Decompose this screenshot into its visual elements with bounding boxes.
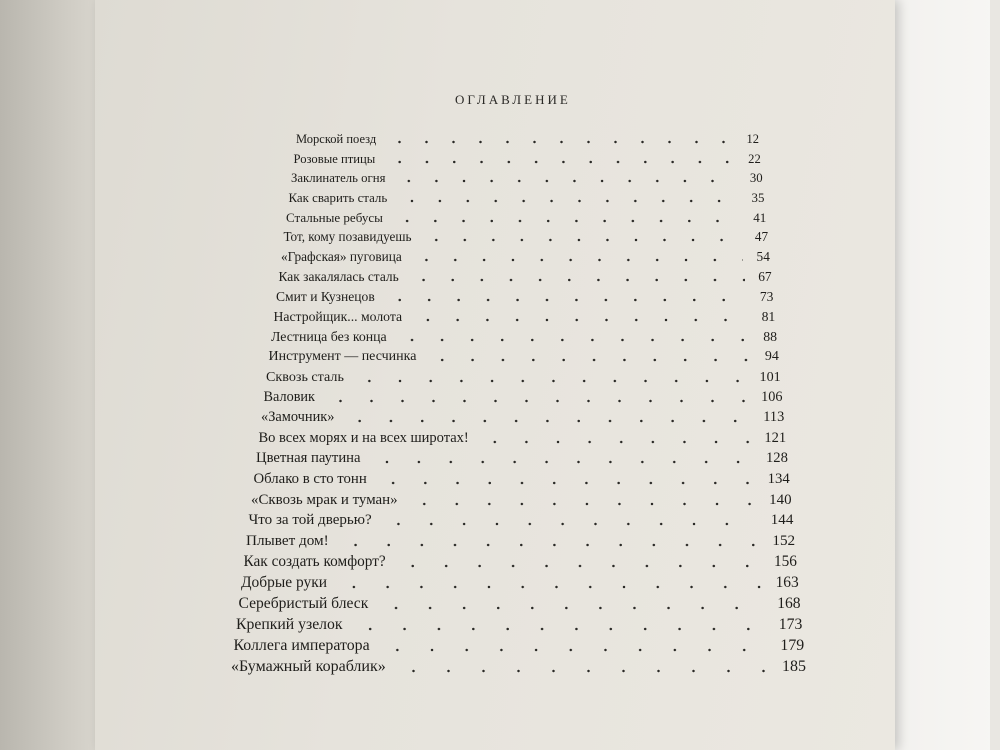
toc-row	[231, 652, 806, 676]
toc-entry-title: Что за той дверью?	[248, 512, 372, 529]
toc-entry-title: Как сварить сталь	[288, 190, 388, 205]
previous-page-edge	[0, 0, 110, 750]
toc-entry-page: 35	[751, 190, 765, 205]
toc-entry-title: Как закалялась сталь	[278, 269, 399, 285]
toc-entry-page: 140	[769, 491, 792, 508]
toc-entry-title: Облако в сто тонн	[253, 470, 367, 487]
toc-entry-title: Во всех морях и на всех широтах!	[258, 429, 469, 446]
toc-entry-page: 41	[753, 209, 767, 225]
toc-entry-page: 88	[763, 329, 778, 345]
toc-entry-page: 81	[761, 309, 776, 325]
toc-entry-title: Сквозь сталь	[266, 368, 344, 385]
page-title: ОГЛАВЛЕНИЕ	[455, 92, 571, 107]
toc-entry-page: 12	[746, 132, 759, 146]
toc-entry-title: Коллега императора	[233, 636, 370, 654]
toc-entry-title: Серебристый блеск	[238, 594, 369, 612]
toc-entry-title: Как создать комфорт?	[243, 552, 386, 570]
toc-entry-title: Тот, кому позавидуешь	[283, 229, 412, 245]
toc-entry-page: 144	[770, 512, 794, 529]
toc-entry-page: 156	[773, 552, 797, 570]
toc-entry-title: Морской поезд	[296, 132, 377, 146]
toc-entry-title: Розовые птицы	[293, 151, 376, 166]
toc-entry-title: Лестница без конца	[271, 329, 387, 345]
toc-entry-title: «Замочник»	[261, 409, 335, 426]
toc-entry-page: 163	[775, 573, 799, 591]
toc-entry-page: 101	[759, 368, 781, 385]
toc-entry-page: 30	[749, 171, 763, 186]
adjacent-sheet-edge	[990, 0, 1000, 750]
toc-entry-page: 168	[777, 594, 801, 612]
dot-leader	[396, 669, 768, 673]
toc-entry-page: 152	[772, 532, 796, 550]
toc-entry-page: 54	[756, 249, 770, 265]
toc-entry-title: Крепкий узелок	[236, 615, 343, 633]
toc-entry-page: 173	[778, 615, 803, 633]
toc-entry-title: «Сквозь мрак и туман»	[251, 491, 398, 508]
toc-entry-page: 121	[764, 429, 787, 446]
toc-entry-title: Стальные ребусы	[286, 209, 383, 225]
toc-entry-title: «Бумажный кораблик»	[231, 658, 386, 675]
toc-entry-title: Цветная паутина	[256, 450, 361, 467]
toc-entry-page: 179	[780, 636, 805, 654]
toc-entry-page: 67	[758, 269, 772, 285]
toc-entry-page: 185	[782, 658, 806, 675]
toc-entry-page: 47	[754, 229, 769, 245]
toc-entry-title: Смит и Кузнецов	[276, 289, 375, 305]
toc-entry-title: Инструмент — песчинка	[268, 349, 417, 365]
toc-entry-page: 94	[764, 349, 779, 365]
toc-entry-page: 22	[748, 151, 761, 166]
toc-entry-title: Заклинатель огня	[291, 171, 386, 186]
toc-entry-page: 73	[759, 289, 774, 305]
toc-entry-page: 128	[765, 450, 788, 467]
adjacent-blank-sheet	[885, 0, 1000, 750]
toc-entry-page: 134	[767, 470, 790, 487]
toc-entry-title: «Графская» пуговица	[281, 249, 402, 265]
toc-entry-page: 113	[763, 409, 785, 426]
toc-entry-title: Плывет дом!	[246, 532, 329, 550]
toc-entry-title: Настройщик... молота	[273, 309, 403, 325]
toc-entry-page: 106	[761, 389, 783, 405]
toc-entry-title: Валовик	[263, 389, 315, 405]
toc-entry-title: Добрые руки	[241, 573, 327, 591]
